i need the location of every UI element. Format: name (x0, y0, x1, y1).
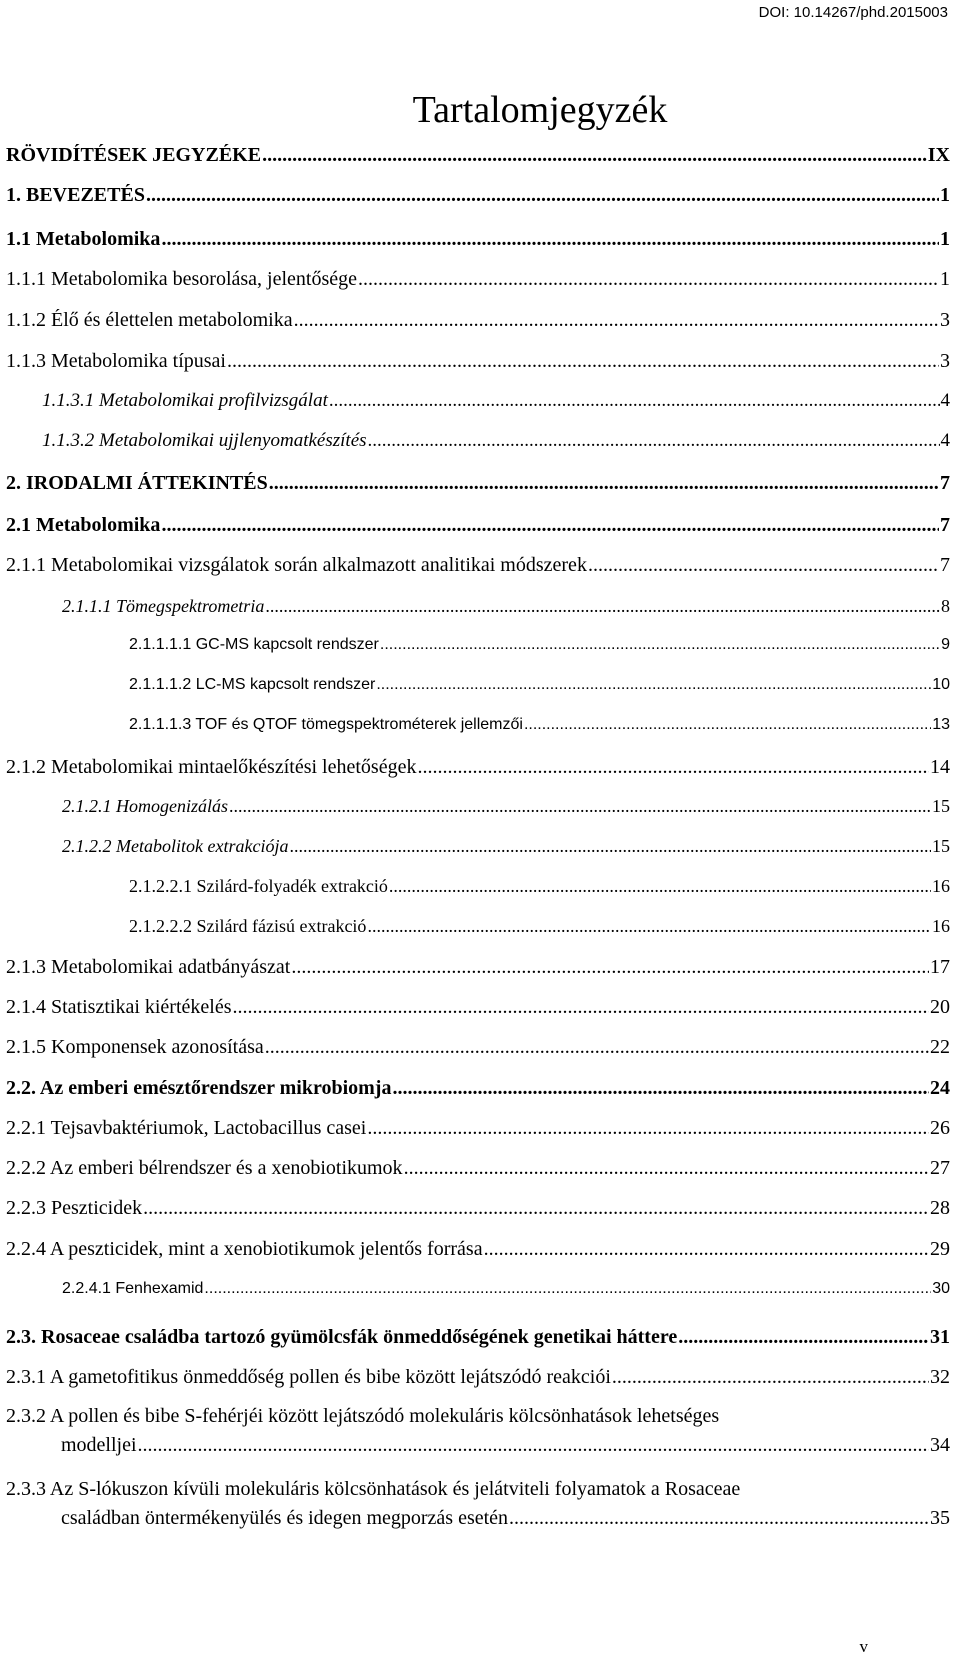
toc-entry[interactable]: 1.1 Metabolomika ..... 1 (6, 228, 950, 251)
toc-entry[interactable]: 2.1.5 Komponensek azonosítása ..... 22 (6, 1036, 950, 1059)
toc-entry[interactable]: 2.2.2 Az emberi bélrendszer és a xenobiotikumok ..... 27 (6, 1157, 950, 1180)
toc-entry[interactable]: 2.1.1.1 Tömegspektrometria ..... 8 (6, 596, 950, 617)
toc-entry[interactable]: 2.2.3 Peszticidek ..... 28 (6, 1197, 950, 1220)
toc-entry[interactable]: 2.1.4 Statisztikai kiértékelés ..... 20 (6, 996, 950, 1019)
toc-entry[interactable]: 2.1.2.2.1 Szilárd-folyadék extrakció ..... 16 (6, 876, 950, 897)
toc-entry[interactable]: 1.1.2 Élő és élettelen metabolomika ..... 3 (6, 309, 950, 332)
toc-entry[interactable]: 1.1.3 Metabolomika típusai ..... 3 (6, 350, 950, 373)
toc-entry[interactable]: 1. BEVEZETÉS ..... 1 (6, 184, 950, 207)
toc-entry[interactable]: 2.1.2 Metabolomikai mintaelőkészítési lehetőségek ..... 14 (6, 756, 950, 779)
toc-entry[interactable]: 2.1.1.1.2 LC-MS kapcsolt rendszer ..... 10 (6, 676, 950, 694)
toc-entry[interactable]: 2.2.4 A peszticidek, mint a xenobiotikumok jelentős forrása ..... 29 (6, 1238, 950, 1261)
toc-entry[interactable]: 2.2. Az emberi emésztőrendszer mikrobiomja ..... 24 (6, 1077, 950, 1100)
toc-entry[interactable]: 2.1.1.1.3 TOF és QTOF tömegspektrométerek jellemzői ..... 13 (6, 716, 950, 734)
toc-entry[interactable]: 2.3.1 A gametofitikus önmeddőség pollen és bibe között lejátszódó reakciói ..... 32 (6, 1366, 950, 1389)
toc-entry[interactable]: 1.1.3.1 Metabolomikai profilvizsgálat ..... 4 (6, 390, 950, 412)
toc-entry[interactable]: 2.3. Rosaceae családba tartozó gyümölcsfák önmeddőségének genetikai háttere ..... 31 (6, 1326, 950, 1349)
toc-entry[interactable]: 2.2.1 Tejsavbaktériumok, Lactobacillus casei ..... 26 (6, 1117, 950, 1140)
toc-entry[interactable]: 2.1.2.2.2 Szilárd fázisú extrakció ..... 16 (6, 916, 950, 937)
toc-entry[interactable]: 2.3.2 A pollen és bibe S-fehérjéi között lejátszódó molekuláris kölcsönhatások lehetséges modelljei ..... 34 (6, 1402, 950, 1460)
toc-entry[interactable]: 2.1 Metabolomika ..... 7 (6, 514, 950, 537)
toc-entry[interactable]: 2.1.3 Metabolomikai adatbányászat ..... 17 (6, 956, 950, 979)
toc-entry[interactable]: 2.3.3 Az S-lókuszon kívüli molekuláris kölcsönhatások és jelátviteli folyamatok a Rosaceae családban öntermékenyülés és idegen megporzás esetén ..... 35 (6, 1475, 950, 1533)
toc-entry[interactable]: 2.1.2.1 Homogenizálás ..... 15 (6, 796, 950, 817)
toc-entry[interactable]: 2.2.4.1 Fenhexamid ..... 30 (6, 1280, 950, 1298)
toc-entry[interactable]: 2. IRODALMI ÁTTEKINTÉS ..... 7 (6, 472, 950, 495)
page-number: v (859, 1637, 868, 1656)
toc-entry[interactable]: 2.1.1 Metabolomikai vizsgálatok során alkalmazott analitikai módszerek ..... 7 (6, 554, 950, 577)
toc-entry[interactable]: 1.1.3.2 Metabolomikai ujjlenyomatkészítés ..... 4 (6, 430, 950, 452)
toc-entry[interactable]: 1.1.1 Metabolomika besorolása, jelentősége ..... 1 (6, 268, 950, 291)
toc-entry[interactable]: RÖVIDÍTÉSEK JEGYZÉKE ..... IX (6, 144, 950, 167)
toc-entry[interactable]: 2.1.2.2 Metabolitok extrakciója ..... 15 (6, 836, 950, 857)
toc-entry[interactable]: 2.1.1.1.1 GC-MS kapcsolt rendszer ..... 9 (6, 636, 950, 654)
doi-header: DOI: 10.14267/phd.2015003 (758, 4, 948, 21)
page-title: Tartalomjegyzék (412, 89, 668, 131)
